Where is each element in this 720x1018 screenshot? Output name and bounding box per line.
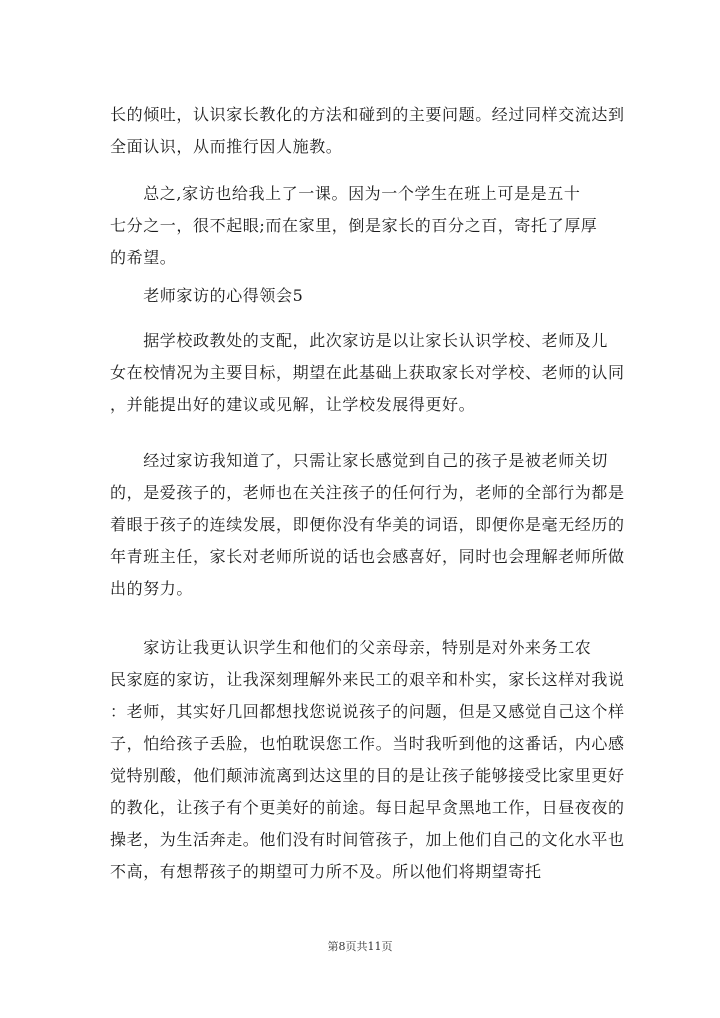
text-line: 不高，有想帮孩子的期望可力所不及。所以他们将期望寄托	[110, 862, 542, 881]
text-line: 出的努力。	[110, 579, 194, 598]
text-line: 总之,家访也给我上了一课。因为一个学生在班上可是是五十	[110, 184, 581, 203]
text-line: 的教化，让孩子有个更美好的前途。每日起早贪黑地工作，日昼夜夜的	[110, 798, 625, 817]
section-heading	[110, 280, 630, 312]
text-line: 据学校政教处的支配，此次家访是以让家长认识学校、老师及儿	[110, 331, 609, 350]
text-line: 觉特别酸，他们颠沛流离到达这里的目的是让孩子能够接受比家里更好	[110, 766, 625, 785]
text-line: ：老师，其实好几回都想找您说说孩子的问题，但是又感觉自己这个样	[110, 702, 625, 721]
text-line: 子，怕给孩子丢脸，也怕耽误您工作。当时我听到他的这番话，内心感	[110, 734, 625, 753]
text-line: 全面认识，从而推行因人施教。	[110, 137, 343, 156]
text-line: 经过家访我知道了，只需让家长感觉到自己的孩子是被老师关切	[110, 451, 609, 470]
text-line: 着眼于孩子的连续发展，即便你没有华美的词语，即便你是毫无经历的	[110, 515, 625, 534]
text-line: 女在校情况为主要目标，期望在此基础上获取家长对学校、老师的认同	[110, 363, 625, 382]
heading-text: 老师家访的心得领会5	[110, 286, 304, 305]
text-line: 民家庭的家访，让我深刻理解外来民工的艰辛和朴实，家长这样对我说	[110, 670, 625, 689]
text-line: 的希望。	[110, 248, 177, 267]
text-line: 操老，为生活奔走。他们没有时间管孩子，加上他们自己的文化水平也	[110, 830, 625, 849]
page-number-footer: 第8页共11页	[327, 940, 393, 953]
text-line: 年青班主任，家长对老师所说的话也会感喜好，同时也会理解老师所做	[110, 547, 625, 566]
paragraph-4	[110, 445, 630, 605]
paragraph-3	[110, 325, 630, 421]
text-line: 的，是爱孩子的，老师也在关注孩子的任何行为，老师的全部行为都是	[110, 483, 625, 502]
text-line: ，并能提出好的建议或见解，让学校发展得更好。	[110, 395, 476, 414]
text-line: 家访让我更认识学生和他们的父亲母亲，特别是对外来务工农	[110, 638, 592, 657]
paragraph-1	[110, 99, 630, 163]
text-line: 七分之一，很不起眼;而在家里，倒是家长的百分之百，寄托了厚厚	[110, 216, 598, 235]
text-line: 长的倾吐，认识家长教化的方法和碰到的主要问题。经过同样交流达到	[110, 105, 625, 124]
paragraph-2	[110, 178, 630, 274]
paragraph-5	[110, 632, 630, 888]
